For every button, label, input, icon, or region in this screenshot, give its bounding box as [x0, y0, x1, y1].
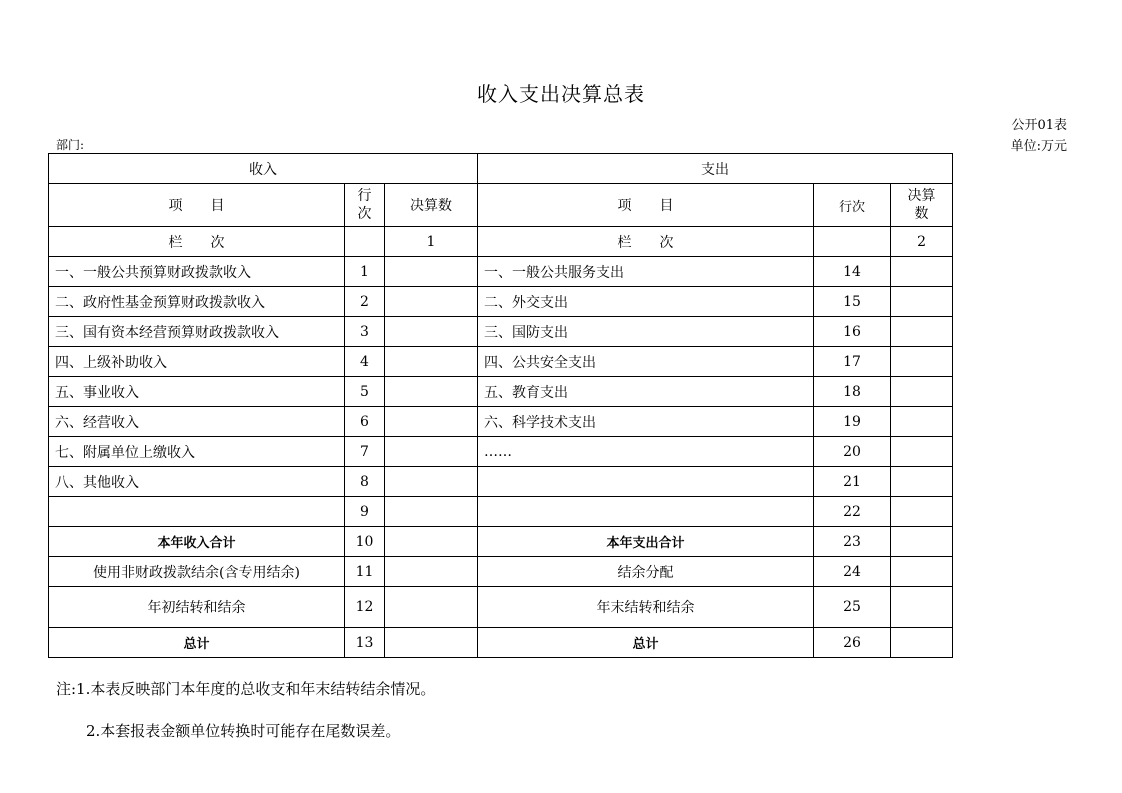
expense-item: 六、科学技术支出 — [478, 407, 814, 437]
ending-balance-amount — [891, 587, 953, 628]
income-item-header: 项 目 — [49, 184, 345, 227]
note-1: 注:1.本表反映部门本年度的总收支和年末结转结余情况。 — [56, 680, 436, 698]
ending-balance-row-no: 25 — [814, 587, 891, 628]
surplus-distribution-row-no: 24 — [814, 557, 891, 587]
expense-item: 二、外交支出 — [478, 287, 814, 317]
expense-item: 四、公共安全支出 — [478, 347, 814, 377]
expense-item: 一、一般公共服务支出 — [478, 257, 814, 287]
expense-item-header: 项 目 — [478, 184, 814, 227]
grand-total-income-row-no: 13 — [345, 628, 385, 658]
expense-row-no: 18 — [814, 377, 891, 407]
table-row — [49, 317, 953, 347]
grand-total-row — [49, 628, 953, 658]
total-expense-amount — [891, 527, 953, 557]
expense-amount-cell — [891, 287, 953, 317]
income-row-no: 7 — [345, 437, 385, 467]
ending-balance-label: 年末结转和结余 — [478, 587, 814, 628]
income-amount-cell — [385, 407, 478, 437]
income-amount-header: 决算数 — [385, 184, 478, 227]
unit-label: 单位:万元 — [1010, 139, 1067, 154]
expense-row-no: 19 — [814, 407, 891, 437]
income-column-number: 1 — [385, 227, 478, 257]
expense-row-no: 14 — [814, 257, 891, 287]
income-row-no: 1 — [345, 257, 385, 287]
expense-row-no-header: 行次 — [814, 184, 891, 227]
expense-row-no: 21 — [814, 467, 891, 497]
page-title: 收入支出决算总表 — [477, 82, 645, 106]
total-income-row-no: 10 — [345, 527, 385, 557]
expense-amount-cell — [891, 497, 953, 527]
expense-column-label: 栏 次 — [478, 227, 814, 257]
income-row-no: 2 — [345, 287, 385, 317]
expense-amount-cell — [891, 257, 953, 287]
income-item: 八、其他收入 — [49, 467, 345, 497]
non-fiscal-surplus-label: 使用非财政拨款结余(含专用结余) — [49, 557, 345, 587]
expense-amount-cell — [891, 437, 953, 467]
income-row-no: 4 — [345, 347, 385, 377]
expense-amount-cell — [891, 317, 953, 347]
income-item — [49, 497, 345, 527]
expense-amount-header — [891, 184, 953, 227]
row-no-header-line2: 次 — [357, 206, 372, 222]
income-row-no: 9 — [345, 497, 385, 527]
table-row — [49, 407, 953, 437]
total-income-label: 本年收入合计 — [49, 527, 345, 557]
department-label: 部门: — [56, 138, 85, 152]
carryover-row — [49, 587, 953, 628]
total-expense-label: 本年支出合计 — [478, 527, 814, 557]
surplus-distribution-label: 结余分配 — [478, 557, 814, 587]
income-amount-cell — [385, 347, 478, 377]
total-expense-row-no: 23 — [814, 527, 891, 557]
expense-column-no-blank — [814, 227, 891, 257]
expense-row-no: 20 — [814, 437, 891, 467]
expense-amount-cell — [891, 467, 953, 497]
income-item: 四、上级补助收入 — [49, 347, 345, 377]
grand-total-expense-row-no: 26 — [814, 628, 891, 658]
form-number: 公开01表 — [1011, 118, 1067, 133]
table-row — [49, 377, 953, 407]
expense-item — [478, 497, 814, 527]
table-row — [49, 467, 953, 497]
income-row-no-header — [345, 184, 385, 227]
surplus-distribution-amount — [891, 557, 953, 587]
table-row — [49, 497, 953, 527]
annual-total-row — [49, 527, 953, 557]
grand-total-income-label: 总计 — [49, 628, 345, 658]
expense-section-header: 支出 — [478, 154, 953, 184]
income-amount-cell — [385, 467, 478, 497]
income-item: 一、一般公共预算财政拨款收入 — [49, 257, 345, 287]
income-row-no: 8 — [345, 467, 385, 497]
column-number-row — [49, 227, 953, 257]
grand-total-expense-amount — [891, 628, 953, 658]
income-row-no: 5 — [345, 377, 385, 407]
expense-item: 五、教育支出 — [478, 377, 814, 407]
expense-row-no: 15 — [814, 287, 891, 317]
section-header-row — [49, 154, 953, 184]
table-row — [49, 347, 953, 377]
beginning-balance-label: 年初结转和结余 — [49, 587, 345, 628]
amount-header-line2: 数 — [914, 206, 929, 222]
expense-item: …… — [478, 437, 814, 467]
table-row — [49, 257, 953, 287]
column-header-row — [49, 184, 953, 227]
expense-row-no: 17 — [814, 347, 891, 377]
expense-row-no: 16 — [814, 317, 891, 347]
grand-total-income-amount — [385, 628, 478, 658]
grand-total-expense-label: 总计 — [478, 628, 814, 658]
non-fiscal-row — [49, 557, 953, 587]
income-amount-cell — [385, 287, 478, 317]
expense-column-number: 2 — [891, 227, 953, 257]
note-2: 2.本套报表金额单位转换时可能存在尾数误差。 — [86, 722, 401, 740]
table-row — [49, 287, 953, 317]
income-section-header: 收入 — [49, 154, 478, 184]
income-item: 三、国有资本经营预算财政拨款收入 — [49, 317, 345, 347]
beginning-balance-row-no: 12 — [345, 587, 385, 628]
table-row — [49, 437, 953, 467]
income-amount-cell — [385, 317, 478, 347]
income-expense-table — [48, 153, 953, 658]
income-item: 六、经营收入 — [49, 407, 345, 437]
expense-row-no: 22 — [814, 497, 891, 527]
expense-item: 三、国防支出 — [478, 317, 814, 347]
income-item: 七、附属单位上缴收入 — [49, 437, 345, 467]
income-amount-cell — [385, 437, 478, 467]
income-column-label: 栏 次 — [49, 227, 345, 257]
beginning-balance-amount — [385, 587, 478, 628]
footnotes — [56, 668, 435, 752]
row-no-header-line1: 行 — [357, 188, 372, 204]
income-row-no: 3 — [345, 317, 385, 347]
income-amount-cell — [385, 377, 478, 407]
expense-amount-cell — [891, 407, 953, 437]
total-income-amount — [385, 527, 478, 557]
amount-header-line1: 决算 — [907, 188, 936, 204]
non-fiscal-row-no: 11 — [345, 557, 385, 587]
income-column-no-blank — [345, 227, 385, 257]
expense-item — [478, 467, 814, 497]
income-amount-cell — [385, 497, 478, 527]
income-item: 五、事业收入 — [49, 377, 345, 407]
expense-amount-cell — [891, 377, 953, 407]
income-amount-cell — [385, 257, 478, 287]
expense-amount-cell — [891, 347, 953, 377]
non-fiscal-amount — [385, 557, 478, 587]
income-item: 二、政府性基金预算财政拨款收入 — [49, 287, 345, 317]
income-row-no: 6 — [345, 407, 385, 437]
